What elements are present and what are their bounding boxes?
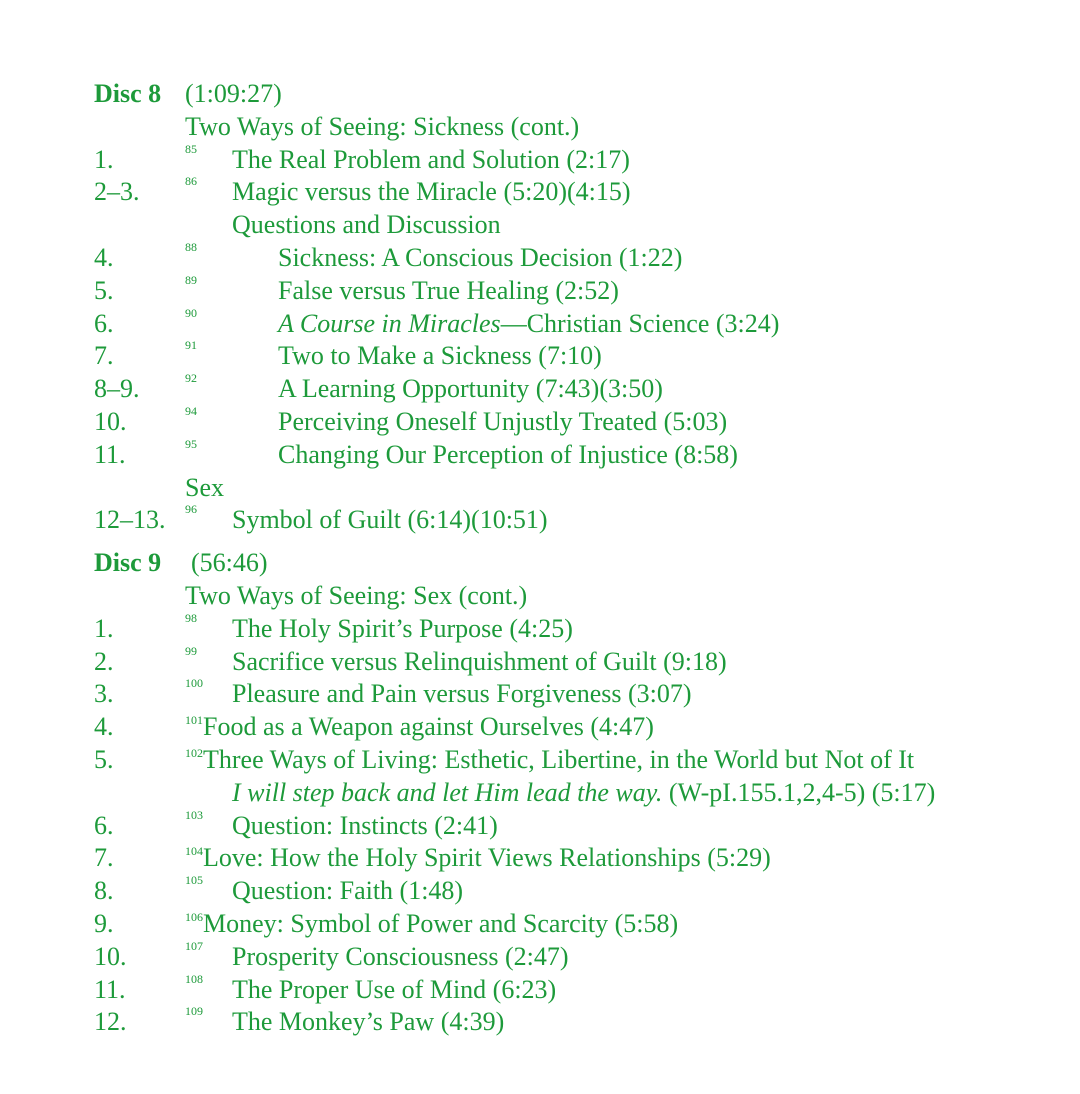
track-row [94,176,1054,209]
section-title: Sex [185,472,224,502]
track-number: 5. [94,744,114,774]
page-reference: 92 [185,371,197,386]
track-title: Money: Symbol of Power and Scarcity (5:58) [203,908,679,938]
page-reference: 85 [185,141,197,156]
track-title [278,308,779,341]
track-title: Pleasure and Pain versus Forgiveness (3:07) [232,679,692,709]
track-title: False versus True Healing (2:52) [278,275,619,305]
track-title-with-page [185,744,914,777]
lesson-quote [232,777,935,810]
page-reference: 91 [185,338,197,353]
track-title: Three Ways of Living: Esthetic, Libertine, in the World but Not of It [203,744,915,774]
track-title: The Monkey’s Paw (4:39) [232,1007,505,1037]
track-row [94,643,1054,679]
track-number: 3. [94,679,114,709]
track-row [94,610,1054,646]
disc-spacer [94,537,1054,547]
track-row [94,842,1054,875]
track-title: Love: How the Holy Spirit Views Relationships (5:29) [203,843,771,873]
page-reference: 89 [185,272,197,287]
track-number: 7. [94,843,114,873]
track-number: 2. [94,646,114,676]
track-title: The Real Problem and Solution (2:17) [232,144,630,174]
track-title: Symbol of Guilt (6:14)(10:51) [232,505,548,535]
page-reference: 86 [185,174,197,189]
disc-8-header [94,78,1054,111]
track-row [94,744,1054,777]
page-reference: 102 [185,745,203,760]
track-row [94,272,1054,308]
lesson-reference: (W-pI.155.1,2,4-5) (5:17) [662,777,936,807]
page-reference: 107 [185,938,203,953]
disc-9-header [94,547,1054,580]
track-title: Magic versus the Miracle (5:20)(4:15) [232,177,631,207]
track-row [94,711,1054,744]
track-row [94,436,1054,472]
track-row [94,678,1054,711]
track-title-with-page [185,908,678,941]
track-number: 10. [94,941,127,971]
page-reference: 99 [185,643,197,658]
track-row [94,875,1054,908]
track-row [94,1006,1054,1039]
track-number: 7. [94,341,114,371]
track-number: 10. [94,406,127,436]
page-reference: 101 [185,713,203,728]
track-row [94,971,1054,1007]
book-title: A Course in Miracles [278,308,501,338]
track-title: Sacrifice versus Relinquishment of Guilt (9:18) [232,646,727,676]
section-heading [94,472,1054,505]
track-row [94,908,1054,941]
track-title: Food as a Weapon against Ourselves (4:47) [203,712,654,742]
page-reference: 94 [185,403,197,418]
track-title-with-page [185,842,771,875]
track-continuation [94,777,1054,810]
track-title: The Proper Use of Mind (6:23) [232,974,557,1004]
track-number: 8. [94,876,114,906]
disc-duration: (1:09:27) [185,79,282,108]
track-title: Sickness: A Conscious Decision (1:22) [278,242,683,272]
track-number: 8–9. [94,374,140,404]
track-row [94,373,1054,406]
page-reference: 106 [185,909,203,924]
track-row [94,504,1054,537]
track-row [94,141,1054,177]
page-reference: 104 [185,844,203,859]
track-title: Prosperity Consciousness (2:47) [232,941,569,971]
track-number: 5. [94,275,114,305]
track-title: Changing Our Perception of Injustice (8:58) [278,439,738,469]
page-reference: 90 [185,305,197,320]
track-number: 6. [94,810,114,840]
track-number: 11. [94,974,126,1004]
track-listing-page [94,78,1054,1039]
page-reference: 98 [185,610,197,625]
track-row [94,938,1054,974]
track-number: 12–13. [94,505,166,535]
section-title: Two Ways of Seeing: Sickness (cont.) [185,111,580,141]
lesson-title: I will step back and let Him lead the way. [232,777,663,807]
track-row [94,305,1054,341]
track-title: Two to Make a Sickness (7:10) [278,341,602,371]
section-heading [94,111,1054,144]
disc-duration: (56:46) [191,548,268,578]
track-number: 6. [94,308,114,338]
page-reference: 105 [185,873,203,888]
track-row [94,807,1054,843]
section-title: Two Ways of Seeing: Sex (cont.) [185,580,528,610]
subsection-heading [94,209,1054,242]
track-row [94,403,1054,439]
track-title: Perceiving Oneself Unjustly Treated (5:03) [278,406,728,436]
disc-label: Disc 9 [94,548,162,578]
track-number: 1. [94,144,114,174]
track-number: 2–3. [94,177,140,207]
track-number: 12. [94,1007,127,1037]
track-number: 11. [94,439,126,469]
track-number: 9. [94,908,114,938]
track-title: A Learning Opportunity (7:43)(3:50) [278,374,663,404]
page-reference: 108 [185,971,203,986]
page-reference: 95 [185,436,197,451]
track-title-rest: —Christian Science (3:24) [500,308,780,338]
disc-label: Disc 8 [94,79,162,108]
track-number: 4. [94,712,114,742]
track-title: Question: Instincts (2:41) [232,810,498,840]
track-title: Question: Faith (1:48) [232,876,464,906]
track-row [94,239,1054,275]
track-number: 1. [94,613,114,643]
page-reference: 96 [185,502,197,517]
section-heading [94,580,1054,613]
page-reference: 109 [185,1004,203,1019]
page-reference: 103 [185,807,203,822]
page-reference: 100 [185,676,203,691]
track-title-with-page [185,711,654,744]
track-row [94,340,1054,373]
track-title: The Holy Spirit’s Purpose (4:25) [232,613,573,643]
track-number: 4. [94,242,114,272]
page-reference: 88 [185,239,197,254]
subsection-title: Questions and Discussion [232,210,501,240]
